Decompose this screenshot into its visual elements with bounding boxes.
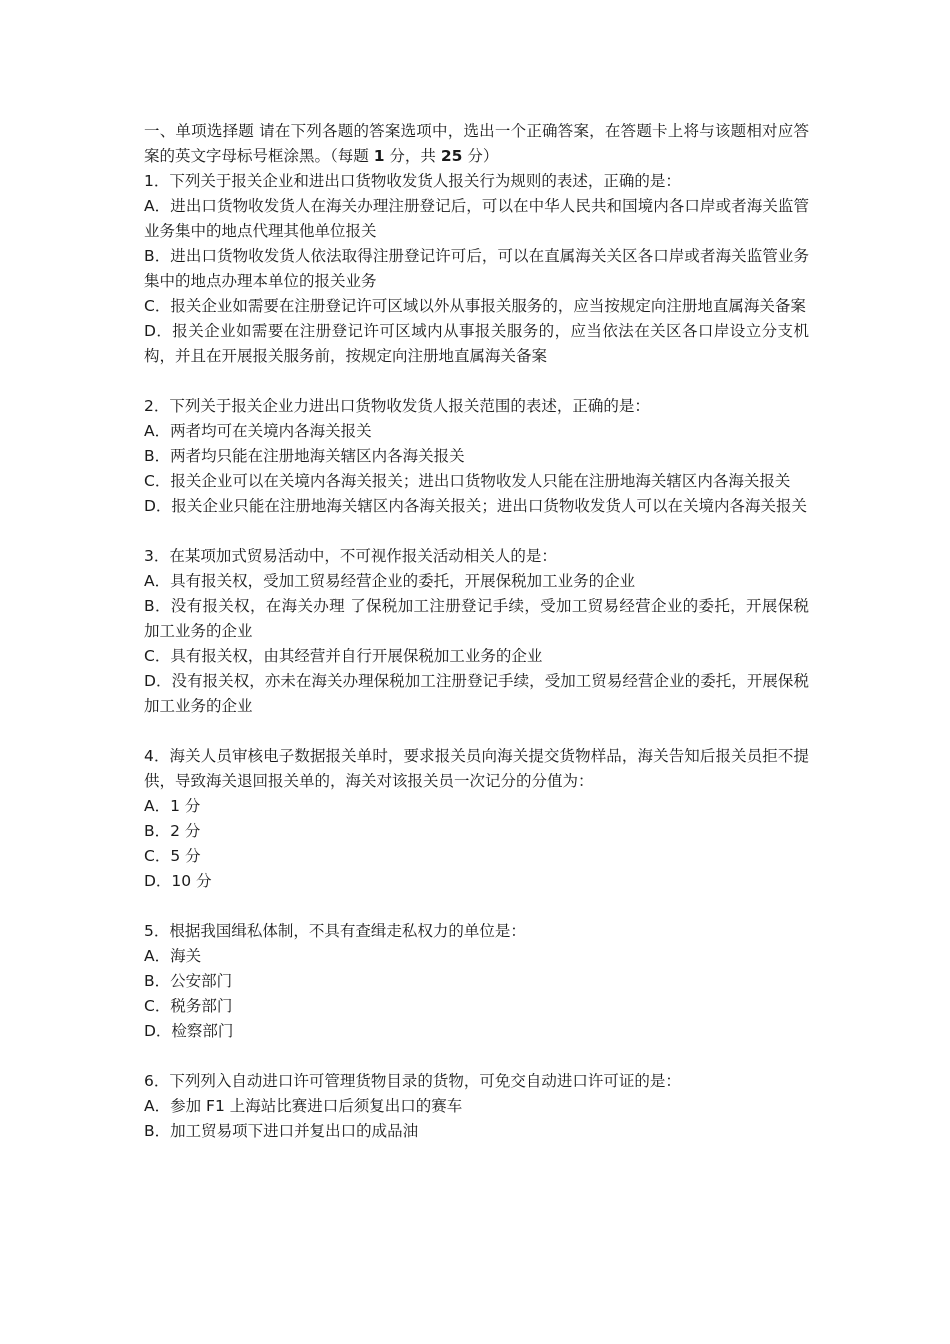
question-option: A．进出口货物收发货人在海关办理注册登记后，可以在中华人民共和国境内各口岸或者海关监管业务集中的地点代理其他单位报关 [144,197,809,240]
intro-text-3: 分） [462,147,499,165]
question-option: B．没有报关权，在海关办理 了保税加工注册登记手续，受加工贸易经营企业的委托，开展保税加工业务的企业 [144,597,809,640]
question-option: D．报关企业只能在注册地海关辖区内各海关报关；进出口货物收发货人可以在关境内各海关报关 [144,497,807,515]
question-option: C．具有报关权，由其经营并自行开展保税加工业务的企业 [144,647,543,665]
section-intro [144,119,809,169]
question-option: B．公安部门 [144,972,233,990]
question-option: B．进出口货物收发货人依法取得注册登记许可后，可以在直属海关关区各口岸或者海关监管业务集中的地点办理本单位的报关业务 [144,247,809,290]
question-3 [144,544,809,719]
document-page [144,119,809,1169]
question-option: C．5 分 [144,847,201,865]
question-stem: 6．下列列入自动进口许可管理货物目录的货物，可免交自动进口许可证的是： [144,1072,681,1090]
question-option: C．报关企业如需要在注册登记许可区域以外从事报关服务的，应当按规定向注册地直属海关备案 [144,297,806,315]
intro-text-2: 分，共 [384,147,441,165]
question-stem: 4．海关人员审核电子数据报关单时，要求报关员向海关提交货物样品，海关告知后报关员拒不提供，导致海关退回报关单的，海关对该报关员一次记分的分值为： [144,747,809,790]
question-5 [144,919,809,1044]
question-option: D．没有报关权，亦未在海关办理保税加工注册登记手续，受加工贸易经营企业的委托，开展保税加工业务的企业 [144,672,809,715]
question-option: C．报关企业可以在关境内各海关报关；进出口货物收发人只能在注册地海关辖区内各海关报关 [144,472,791,490]
question-4 [144,744,809,894]
question-option: D．10 分 [144,872,212,890]
question-1 [144,169,809,369]
question-option: A．参加 F1 上海站比赛进口后须复出口的赛车 [144,1097,463,1115]
question-option: A．海关 [144,947,202,965]
score-each: 1 [373,147,385,165]
question-option: D．检察部门 [144,1022,234,1040]
intro-text: 一、单项选择题 请在下列各题的答案选项中，选出一个正确答案，在答题卡上将与该题相对应答案的英文字母标号框涂黑。（每题 [144,122,809,165]
question-option: C．税务部门 [144,997,233,1015]
question-2 [144,394,809,519]
question-stem: 3．在某项加式贸易活动中，不可视作报关活动相关人的是： [144,547,557,565]
question-option: B．加工贸易项下进口并复出口的成品油 [144,1122,419,1140]
question-6 [144,1069,809,1144]
question-stem: 2．下列关于报关企业力进出口货物收发货人报关范围的表述，正确的是： [144,397,650,415]
question-option: B．两者均只能在注册地海关辖区内各海关报关 [144,447,465,465]
question-option: A．具有报关权，受加工贸易经营企业的委托，开展保税加工业务的企业 [144,572,636,590]
question-stem: 5．根据我国缉私体制，不具有查缉走私权力的单位是： [144,922,526,940]
question-option: A．两者均可在关境内各海关报关 [144,422,372,440]
question-option: B．2 分 [144,822,201,840]
question-stem: 1．下列关于报关企业和进出口货物收发货人报关行为规则的表述，正确的是： [144,172,681,190]
question-option: D．报关企业如需要在注册登记许可区域内从事报关服务的，应当依法在关区各口岸设立分支机构，并且在开展报关服务前，按规定向注册地直属海关备案 [144,322,809,365]
question-option: A．1 分 [144,797,201,815]
score-total: 25 [440,147,463,165]
